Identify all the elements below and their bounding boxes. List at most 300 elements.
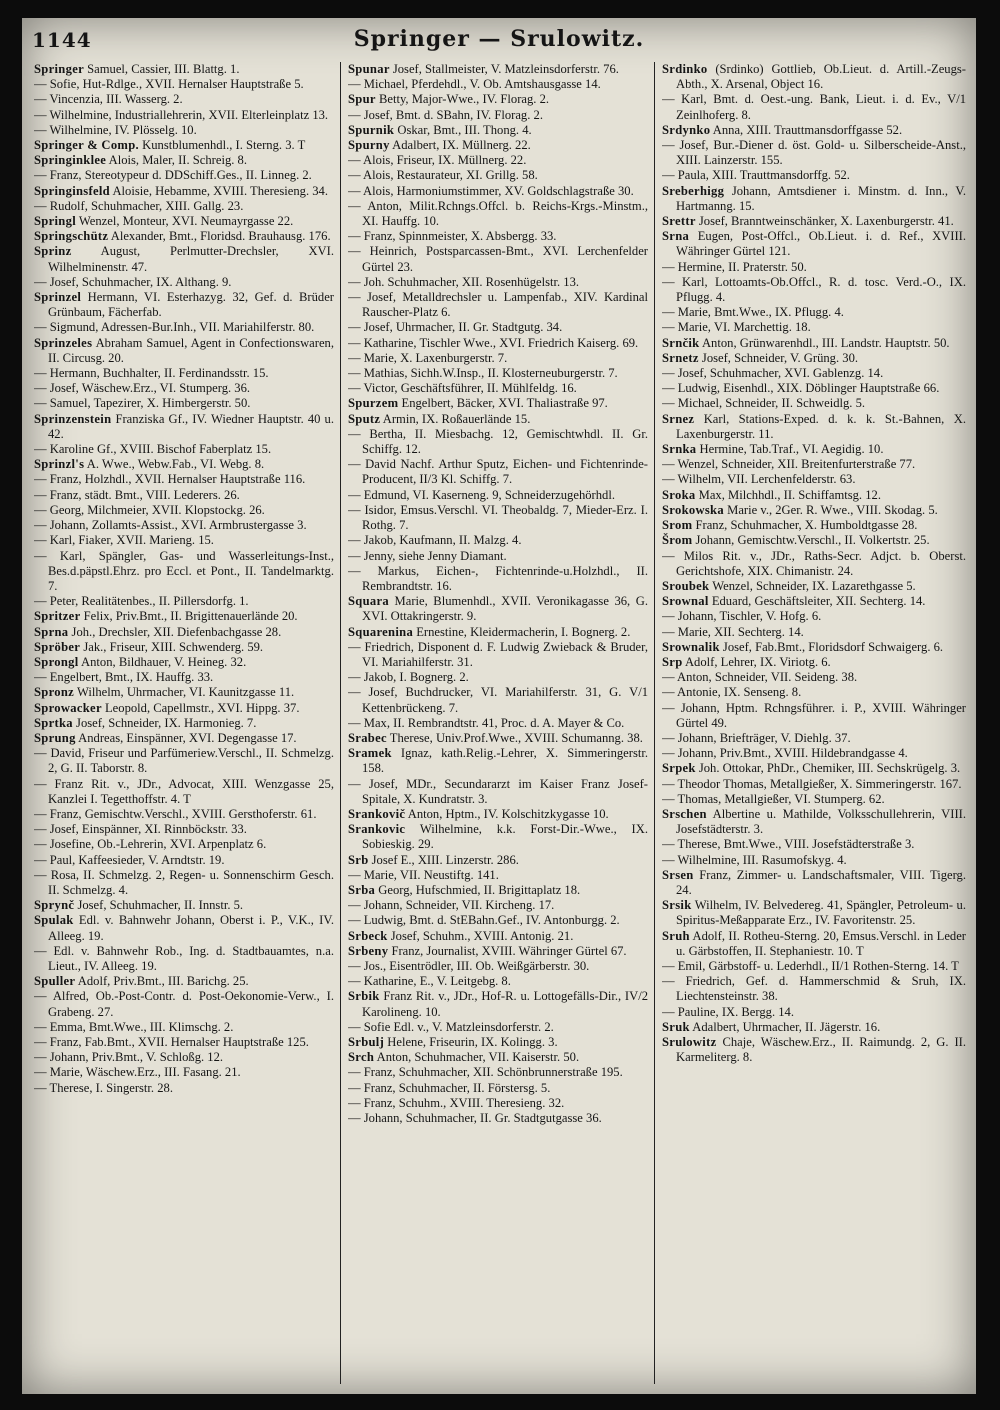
entry-details: Felix, Priv.Bmt., II. Brigittenauerlände 20. [80,609,298,624]
entry-surname: Srom [662,518,693,533]
entry-surname: Srokowska [662,502,724,517]
directory-entry [348,244,648,274]
entry-details: — Emma, Bmt.Wwe., III. Klimschg. 2. [34,1019,234,1034]
entry-details: — Jos., Eisentrödler, III. Ob. Weißgärberstr. 30. [348,958,590,973]
entry-surname: Srp [662,654,683,669]
entry-details: — Wenzel, Schneider, XII. Breitenfurterstraße 77. [662,457,916,472]
entry-surname: Sruh [662,928,690,943]
entry-surname: Spulak [34,913,74,928]
entry-details: — Markus, Eichen-, Fichtenrinde-u.Holzhdl., II. Rembrandtstr. 16. [348,563,648,593]
directory-entry [34,549,334,595]
entry-surname: Srbulj [348,1035,385,1049]
entry-surname: Srownalik [662,639,720,654]
directory-entry [662,929,966,959]
entry-details: — Mathias, Sichh.W.Insp., II. Klosterneuburgerstr. 7. [348,366,618,381]
entry-surname: Srna [662,229,690,244]
entry-surname: Sprinzenstein [34,411,112,426]
entry-details: — Pauline, IX. Bergg. 14. [662,1004,794,1019]
entry-details: Georg, Hufschmied, II. Brigittaplatz 18. [375,882,581,897]
entry-details: — Katharine, Tischler Wwe., XVI. Friedrich Kaiserg. 69. [348,335,639,350]
entry-details: Josef E., XIII. Linzerstr. 286. [368,852,519,867]
entry-details: — Emil, Gärbstoff- u. Lederhdl., II/1 Rothen-Sterng. 14. T [662,958,959,973]
entry-surname: Sprinzel [34,290,82,305]
entry-details: Joh., Drechsler, XII. Diefenbachgasse 28. [68,624,282,639]
directory-entry [662,305,966,320]
entry-details: — Franz, Schuhmacher, II. Förstersg. 5. [348,1080,551,1095]
directory-entry [34,868,334,898]
directory-column-2 [348,62,648,1384]
entry-details: Andreas, Einspänner, XVI. Degengasse 17. [75,730,297,745]
entry-details: — Anton, Schneider, VII. Seideng. 38. [662,670,858,685]
entry-details: August, Perlmutter-Drechsler, XVI. Wilhelminenstr. 47. [48,244,334,274]
entry-details: Betty, Major-Wwe., IV. Florag. 2. [375,92,550,107]
directory-entry [34,412,334,442]
directory-entry [34,153,334,168]
entry-details: Franz, Schuhmacher, X. Humboldtgasse 28. [692,518,918,533]
directory-entry [34,913,334,943]
entry-details: — Max, II. Rembrandtstr. 41, Proc. d. A. Mayer & Co. [348,715,625,730]
entry-details: — Ludwig, Bmt. d. StEBahn.Gef., IV. Antonburgg. 2. [348,913,620,928]
entry-details: (Srdinko) Gottlieb, Ob.Lieut. d. Artill.-Zeugs-Abth., X. Arsenal, Object 16. [676,62,966,92]
entry-surname: Spur [348,92,376,107]
entry-details: — Rudolf, Schuhmacher, XIII. Gallg. 23. [34,198,244,213]
directory-entry [348,777,648,807]
directory-entry [34,381,334,396]
directory-entry [662,488,966,503]
directory-entry [662,1020,966,1035]
entry-details: — Sofie Edl. v., V. Matzleinsdorferstr. 2. [348,1019,554,1034]
entry-details: — Franz Rit. v., JDr., Advocat, XIII. Wenzgasse 25, Kanzlei I. Tegetthoffstr. 4. T [34,776,334,806]
entry-surname: Springinsfeld [34,183,110,198]
entry-surname: Srnka [662,442,697,457]
directory-entry [662,594,966,609]
directory-entry [662,807,966,837]
directory-entry [348,1035,648,1050]
entry-details: Josef, Schuhmacher, II. Innstr. 5. [74,898,244,913]
directory-entry [348,1111,648,1126]
entry-surname: Squarenina [348,624,414,639]
directory-entry [662,533,966,548]
entry-surname: Springer [34,62,84,76]
entry-details: — Josef, Bmt. d. SBahn, IV. Florag. 2. [348,107,543,122]
entry-details: — Karl, Bmt. d. Oest.-ung. Bank, Lieut. i. d. Ev., V/1 Zeinlhoferg. 8. [662,92,966,122]
entry-details: — Therese, I. Singerstr. 28. [34,1080,173,1095]
entry-details: Kunstblumenhdl., I. Sterng. 3. T [138,138,306,153]
directory-entry [348,123,648,138]
directory-entry [662,381,966,396]
entry-details: — Marie, VII. Neustiftg. 141. [348,867,499,882]
entry-details: Therese, Univ.Prof.Wwe., XVIII. Schumanng. 38. [386,730,643,745]
entry-details: Anton, Grünwarenhdl., III. Landstr. Hauptstr. 50. [699,335,950,350]
entry-surname: Srulowitz [662,1035,717,1049]
directory-entry [348,153,648,168]
directory-entry [662,396,966,411]
entry-details: — Alfred, Ob.-Post-Contr. d. Post-Oekonomie-Verw., I. Grabeng. 27. [34,989,334,1019]
entry-surname: Squara [348,594,389,609]
entry-details: Wenzel, Schneider, IX. Lazarethgasse 5. [709,578,916,593]
entry-details: A. Wwe., Webw.Fab., VI. Webg. 8. [84,457,265,472]
entry-details: Anton, Hptm., IV. Kolschitzkygasse 10. [405,806,609,821]
directory-entry [348,883,648,898]
directory-entry [662,320,966,335]
directory-entry [34,199,334,214]
entry-details: Wilhelmine, k.k. Forst-Dir.-Wwe., IX. Sobieskig. 29. [362,822,648,852]
entry-details: Leopold, Capellmstr., XVI. Hippg. 37. [101,700,300,715]
directory-entry [348,427,648,457]
directory-column-3 [662,62,966,1384]
directory-entry [34,518,334,533]
entry-details: Eduard, Geschäftsleiter, XII. Sechterg. 14. [708,594,926,609]
entry-details: — Georg, Milchmeier, XVII. Klopstockg. 26. [34,502,265,517]
entry-details: — Edl. v. Bahnwehr Rob., Ing. d. Stadtbauamtes, n.a. Lieut., IV. Alleeg. 19. [34,943,334,973]
entry-details: — Josef, Wäschew.Erz., VI. Stumperg. 36. [34,381,251,396]
entry-surname: Srdinko [662,62,708,76]
directory-entry [348,533,648,548]
entry-details: — Alois, Harmoniumstimmer, XV. Goldschlagstraße 30. [348,183,634,198]
entry-details: — David, Friseur und Parfümeriew.Verschl., II. Schmelzg. 2, G. II. Taborstr. 8. [34,746,334,776]
entry-details: — Josef, Bur.-Diener d. öst. Gold- u. Silberscheide-Anst., XIII. Lainzerstr. 155. [662,138,966,168]
entry-details: — Sofie, Hut-Rdlge., XVII. Hernalser Hauptstraße 5. [34,77,304,92]
directory-entry [348,1081,648,1096]
entry-details: Anna, XIII. Trauttmansdorffgasse 52. [710,122,903,137]
directory-entry [348,77,648,92]
entry-details: Helene, Friseurin, IX. Kolingg. 3. [384,1035,558,1049]
entry-surname: Srpek [662,761,696,776]
page-header [22,18,976,64]
directory-entry [348,62,648,77]
entry-surname: Srba [348,882,376,897]
entry-details: — Josef, Uhrmacher, II. Gr. Stadtgutg. 34. [348,320,563,335]
entry-surname: Spurny [348,138,390,153]
directory-entry [34,1081,334,1096]
directory-entry [662,670,966,685]
directory-entry [348,944,648,959]
entry-surname: Srnetz [662,350,699,365]
directory-entry [34,123,334,138]
entry-details: — Johann, Schneider, VII. Kircheng. 17. [348,898,555,913]
entry-surname: Srschen [662,806,707,821]
directory-entry [34,594,334,609]
entry-details: Alois, Maler, II. Schreig. 8. [106,153,247,168]
directory-entry [662,731,966,746]
entry-details: Eugen, Post-Offcl., Ob.Lieut. i. d. Ref., XVIII. Währinger Gürtel 121. [676,229,966,259]
entry-details: Chaje, Wäschew.Erz., II. Raimundg. 2, G. II. Karmeliterg. 8. [676,1035,966,1065]
entry-details: — Franz, Fab.Bmt., XVII. Hernalser Hauptstraße 125. [34,1035,309,1049]
directory-entry [662,868,966,898]
directory-entry [662,503,966,518]
directory-entry [348,731,648,746]
entry-details: — Marie, X. Laxenburgerstr. 7. [348,350,508,365]
entry-details: — Samuel, Tapezirer, X. Himbergerstr. 50. [34,396,251,411]
entry-details: — Josef, Schuhmacher, IX. Althang. 9. [34,274,232,289]
entry-details: Johann, Amtsdiener i. Minstm. d. Inn., V. Hartmanng. 15. [676,183,966,213]
directory-entry [348,822,648,852]
directory-entry [34,77,334,92]
directory-entry [662,777,966,792]
directory-entry [34,716,334,731]
entry-details: — Thomas, Metallgießer, VI. Stumperg. 62. [662,791,885,806]
directory-entry [348,503,648,533]
directory-entry [34,822,334,837]
entry-details: Adalbert, Uhrmacher, II. Jägerstr. 16. [689,1019,881,1034]
directory-entry [348,488,648,503]
entry-surname: Srsik [662,898,692,913]
entry-surname: Sroka [662,487,696,502]
directory-entry [662,609,966,624]
entry-details: — Josef, Einspänner, XI. Rinnböckstr. 33. [34,822,247,837]
entry-details: — Marie, Wäschew.Erz., III. Fasang. 21. [34,1065,241,1080]
entry-details: — Wilhelm, VII. Lerchenfelderstr. 63. [662,472,856,487]
directory-entry [662,412,966,442]
directory-entry [662,457,966,472]
entry-details: Edl. v. Bahnwehr Johann, Oberst i. P., V.K., IV. Alleeg. 19. [48,913,334,943]
entry-surname: Srownal [662,594,709,609]
entry-details: — Milos Rit. v., JDr., Raths-Secr. Adjct. b. Oberst. Gerichtshofe, XIX. Chimanistr. 24. [662,548,966,578]
entry-details: — Hermine, II. Praterstr. 50. [662,259,807,274]
entry-details: — Franz, Schuhmacher, XII. Schönbrunnerstraße 195. [348,1065,623,1080]
directory-entry [662,351,966,366]
entry-details: — Alois, Restaurateur, XI. Grillg. 58. [348,168,538,183]
directory-entry [34,1020,334,1035]
entry-details: — Franz, Gemischtw.Verschl., XVIII. Gersthoferstr. 61. [34,806,317,821]
entry-details: Franz, Zimmer- u. Landschaftsmaler, VIII. Tigerg. 24. [676,867,966,897]
entry-details: — Antonie, IX. Senseng. 8. [662,685,802,700]
directory-entry [348,229,648,244]
entry-details: Wilhelm, Uhrmacher, VI. Kaunitzgasse 11. [74,685,295,700]
directory-entry [34,320,334,335]
entry-surname: Srettr [662,214,696,229]
entry-details: — Johann, Tischler, V. Hofg. 6. [662,609,822,624]
entry-details: — Johann, Zollamts-Assist., XVI. Armbrustergasse 3. [34,518,307,533]
entry-details: Anton, Bildhauer, V. Heineg. 32. [78,654,247,669]
directory-entry [34,366,334,381]
entry-surname: Sprinz [34,244,72,259]
entry-details: — Karl, Lottoamts-Ob.Offcl., R. d. tosc. Verd.-O., IX. Pflugg. 4. [662,274,966,305]
directory-entry [662,853,966,868]
directory-entry [662,260,966,275]
directory-entry [662,655,966,670]
directory-entry [348,168,648,183]
entry-details: — Josef, Schuhmacher, XVI. Gablenzg. 14. [662,366,884,381]
directory-column-1 [34,62,334,1384]
directory-entry [348,320,648,335]
directory-entry [34,670,334,685]
entry-surname: Springschütz [34,229,109,244]
entry-surname: Srsen [662,867,694,882]
directory-entry [348,412,648,427]
directory-entry [348,716,648,731]
directory-entry [348,564,648,594]
entry-details: — Franz, Holzhdl., XVII. Hernalser Hauptstraße 116. [34,472,306,487]
directory-entry [348,138,648,153]
entry-details: — Bertha, II. Miesbachg. 12, Gemischtwhdl. II. Gr. Schiffg. 12. [348,426,648,457]
directory-entry [34,275,334,290]
directory-entry [348,807,648,822]
directory-entry [348,959,648,974]
directory-entry [662,974,966,1004]
entry-surname: Sroubek [662,578,710,593]
entry-details: Anton, Schuhmacher, VII. Kaiserstr. 50. [374,1050,580,1065]
entry-details: — Marie, XII. Sechterg. 14. [662,624,804,639]
entry-details: Wilhelm, IV. Belvedereg. 41, Spängler, Petroleum- u. Spiritus-Meßapparate Erz., IV. Favoritenstr. 25. [676,898,966,928]
directory-entry [34,685,334,700]
directory-entry [348,275,648,290]
entry-details: Johann, Gemischtw.Verschl., II. Volkertstr. 25. [692,533,930,548]
entry-details: — David Nachf. Arthur Sputz, Eichen- und Fichtenrinde-Producent, II/3 Kl. Schiffg. 7. [348,457,648,487]
entry-details: — Engelbert, Bmt., IX. Hauffg. 33. [34,670,214,685]
directory-entry [348,184,648,199]
entry-details: Franz Rit. v., JDr., Hof-R. u. Lottogefälls-Dir., IV/2 Karolineng. 10. [362,989,648,1019]
directory-entry [662,138,966,168]
entry-details: — Franz, städt. Bmt., VIII. Lederers. 26. [34,487,240,502]
entry-details: — Paula, XIII. Trauttmansdorffg. 52. [662,168,850,183]
directory-entry [34,837,334,852]
entry-details: — Karl, Spängler, Gas- und Wasserleitungs-Inst., Bes.d.päpstl.Ehrz. pro Eccl. et Pont., II. Tandelmarktg. 7. [34,548,334,593]
directory-entry [348,336,648,351]
entry-details: — Franz, Schuhm., XVIII. Theresieng. 32. [348,1095,565,1110]
entry-details: — Marie, Bmt.Wwe., IX. Pflugg. 4. [662,305,844,320]
entry-details: — Josefine, Ob.-Lehrerin, XVI. Arpenplatz 6. [34,837,267,852]
directory-entry [34,655,334,670]
entry-details: — Michael, Schneider, II. Schweidlg. 5. [662,396,866,411]
entry-surname: Sprtka [34,715,73,730]
entry-details: — Josef, Metalldrechsler u. Lampenfab., XIV. Kardinal Rauscher-Platz 6. [348,290,648,320]
entry-surname: Sprinzeles [34,335,93,350]
directory-entry [662,472,966,487]
entry-details: — Isidor, Emsus.Verschl. VI. Theobaldg. 7, Mieder-Erz. I. Rothg. 7. [348,502,648,533]
entry-details: — Hermann, Buchhalter, II. Ferdinandsstr. 15. [34,366,269,381]
entry-details: Albertine u. Mathilde, Volksschullehrerin, VIII. Josefstädterstr. 3. [676,806,966,837]
directory-entry [662,959,966,974]
directory-entry [348,396,648,411]
directory-entry [662,761,966,776]
entry-surname: Spurzem [348,396,399,411]
entry-details: Oskar, Bmt., III. Thong. 4. [394,122,532,137]
entry-surname: Srankovic [348,822,406,837]
directory-entry [662,625,966,640]
entry-details: Ignaz, kath.Relig.-Lehrer, X. Simmeringerstr. 158. [362,746,648,776]
entry-surname: Srbeny [348,943,389,958]
entry-details: Max, Milchhdl., II. Schiffamtsg. 12. [695,487,881,502]
entry-details: Hermann, VI. Esterhazyg. 32, Gef. d. Brüder Grünbaum, Fächerfab. [48,290,334,320]
directory-entry [662,746,966,761]
entry-details: Aloisie, Hebamme, XVIII. Theresieng. 34. [110,183,329,198]
directory-entry [348,974,648,989]
directory-entry [34,1050,334,1065]
entry-surname: Sprna [34,624,69,639]
entry-details: — Paul, Kaffeesieder, V. Arndtstr. 19. [34,852,225,867]
entry-details: — Joh. Schuhmacher, XII. Rosenhügelstr. 13. [348,274,580,289]
directory-entry [348,366,648,381]
entry-surname: Springer & Comp. [34,138,139,153]
directory-entry [34,290,334,320]
entry-details: — Wilhelmine, IV. Plösselg. 10. [34,122,197,137]
entry-details: Samuel, Cassier, III. Blattg. 1. [83,62,240,76]
directory-entry [662,62,966,92]
directory-page [22,18,976,1394]
entry-details: — Jakob, Kaufmann, II. Malzg. 4. [348,533,522,548]
entry-surname: Spröber [34,639,81,654]
directory-entry [662,123,966,138]
directory-entry [34,214,334,229]
column-divider [340,62,341,1384]
entry-details: Josef, Fab.Bmt., Floridsdorf Schwaigerg. 6. [719,639,944,654]
entry-details: Ernestine, Kleidermacherin, I. Bognerg. 2. [413,624,631,639]
directory-entry [662,579,966,594]
directory-entry [348,1020,648,1035]
directory-entry [348,685,648,715]
entry-details: Josef, Branntweinschänker, X. Laxenburgerstr. 41. [695,214,954,229]
entry-surname: Spuller [34,974,76,989]
entry-surname: Srbik [348,989,380,1004]
entry-surname: Springinklee [34,153,107,168]
entry-surname: Sramek [348,746,392,761]
directory-entry [662,640,966,655]
directory-entry [348,898,648,913]
directory-entry [348,853,648,868]
entry-surname: Spritzer [34,609,81,624]
entry-details: — Josef, Buchdrucker, VI. Mariahilferstr. 31, G. V/1 Kettenbrückeng. 7. [348,685,648,715]
entry-details: — Johann, Briefträger, V. Diehlg. 37. [662,730,851,745]
directory-entry [34,746,334,776]
entry-details: — Karl, Fiaker, XVII. Marieng. 15. [34,533,214,548]
entry-surname: Spunar [348,62,390,76]
directory-entry [34,974,334,989]
entry-surname: Sruk [662,1019,690,1034]
directory-entry [348,457,648,487]
directory-entry [34,625,334,640]
directory-entry [34,457,334,472]
entry-surname: Sreberhigg [662,183,725,198]
entry-surname: Srnčik [662,335,700,350]
directory-entry [34,1065,334,1080]
entry-details: — Alois, Friseur, IX. Müllnerg. 22. [348,153,527,168]
directory-entry [348,1050,648,1065]
entry-details: Josef, Schuhm., XVIII. Antonig. 21. [387,928,574,943]
directory-entry [348,594,648,624]
entry-details: — Marie, VI. Marchettig. 18. [662,320,811,335]
entry-surname: Srnez [662,411,695,426]
directory-entry [662,792,966,807]
entry-surname: Springl [34,214,76,229]
directory-entry [34,472,334,487]
directory-entry [662,168,966,183]
entry-details: — Franz, Stereotypeur d. DDSchiff.Ges., II. Linneg. 2. [34,168,312,183]
entry-details: Marie, Blumenhdl., XVII. Veronikagasse 36, G. XVI. Ottakringerstr. 9. [362,594,648,624]
directory-entry [34,396,334,411]
directory-entry [348,868,648,883]
directory-entry [34,777,334,807]
entry-surname: Spurnik [348,122,395,137]
entry-details: Adolf, Lehrer, IX. Viriotg. 6. [682,654,831,669]
entry-surname: Srb [348,852,369,867]
directory-entry [348,549,648,564]
directory-entry [34,184,334,199]
entry-details: — Therese, Bmt.Wwe., VIII. Josefstädterstraße 3. [662,837,915,852]
entry-details: — Johann, Hptm. Rchngsführer. i. P., XVIII. Währinger Gürtel 49. [662,700,966,730]
directory-entry [348,381,648,396]
entry-surname: Sprinzl's [34,457,85,472]
directory-entry [34,168,334,183]
directory-entry [34,701,334,716]
directory-entry [348,108,648,123]
entry-details: Karl, Stations-Exped. d. k. k. St.-Bahnen, X. Laxenburgerstr. 11. [676,411,966,441]
entry-details: — Sigmund, Adressen-Bur.Inh., VII. Mariahilferstr. 80. [34,320,315,335]
directory-entry [662,898,966,928]
directory-entry [34,609,334,624]
directory-entry [662,92,966,122]
entry-details: — Friedrich, Disponent d. F. Ludwig Zwieback & Bruder, VI. Mariahilferstr. 31. [348,639,648,669]
